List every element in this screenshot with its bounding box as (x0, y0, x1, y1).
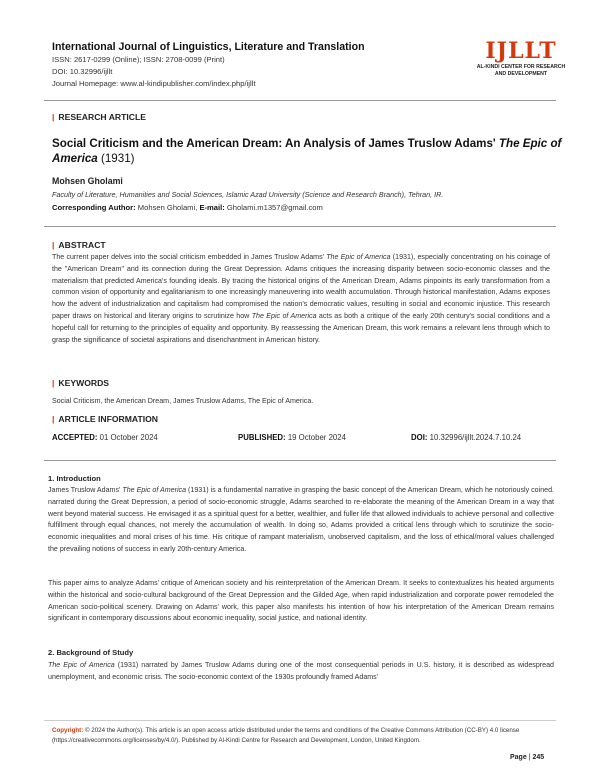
section-bar-icon: | (52, 414, 55, 424)
keywords-text: Social Criticism, the American Dream, James Truslow Adams, The Epic of America. (52, 397, 314, 405)
background-paragraph-1: The Epic of America (1931) narrated by James Truslow Adams during one of the most consequential periods in U.S. history, it is described as widespread unemployment, and economic crisis. The socio-economic context of the 1930s profoundly framed Adams' (48, 661, 554, 681)
abstract-text: The current paper delves into the social criticism embedded in James Truslow Adams' The Epic of America (1931), especially concentrating on his coinage of the "American Dream" and its connection during the Great Depression. Adams critiques the increasing disparity between socio-economic classes and the materialism that predicted America's founding ideals. By tracing the historical origins of the American Dream, Adams pinpoints its early transformation from a common vision of opportunity and egalitarianism to one increasingly maneuvering into wealth accumulation. Through historical manifestation, Adams exposes how the advent of industrialization and capitalism had compromised the nation's democratic values, resulting in social and economic injustice. This research paper draws on historical and literary origins to scrutinize how The Epic of America acts as both a critique of the early 20th century's social conditions and a hopeful call for returning to the principles of equality and opportunity. By reassessing the American Dream, this work remains a relevant lens through which to grasp the significance of societal aspirations and disenchantment in American history. (52, 253, 550, 344)
footer-divider (44, 720, 556, 721)
journal-homepage[interactable]: Journal Homepage: www.al-kindipublisher.com/index.php/ijllt (52, 79, 256, 88)
header-divider (44, 100, 556, 101)
journal-logo (476, 38, 566, 78)
author-email[interactable]: Gholami.m1357@gmail.com (226, 203, 323, 212)
logo-subtitle-1: AL-KINDI CENTER FOR RESEARCH (476, 64, 566, 70)
copyright-notice: Copyright: © 2024 the Author(s). This article is an open access article distributed under the terms and conditions of the Creative Commons Attribution (CC-BY) 4.0 license (https://creativecommons.org/licenses/by/4.0/). Published by Al-Kindi Centre for Research and Development, London, United Kingdom. (52, 727, 520, 744)
accepted-date: ACCEPTED: 01 October 2024 (52, 433, 158, 442)
section-bar-icon: | (52, 112, 55, 122)
journal-doi: DOI: 10.32996/ijllt (52, 67, 113, 76)
keywords-heading: | KEYWORDS (52, 378, 110, 388)
divider-2 (44, 460, 556, 461)
article-info-heading: | ARTICLE INFORMATION (52, 414, 159, 424)
introduction-paragraph-2: This paper aims to analyze Adams' critique of American society and his reinterpretation of the American Dream. It seeks to contextualizes his heated arguments within the historical and socio-cultural background of the Great Depression and the Gilded Age, when rapid industrialization and corporate power remodeled the American socio-political scenery. Drawing on Adams' work, this paper also manifests his intention of how his interpretation of the American Dream remains significant in contemporary discussions about economic inequality, social justice, and national identity. (48, 579, 554, 623)
logo-mark: IJLLT (485, 38, 557, 64)
abstract-heading: | ABSTRACT (52, 240, 106, 250)
article-type: | RESEARCH ARTICLE (52, 112, 146, 122)
introduction-paragraph-1: James Truslow Adams' The Epic of America (1931) is a fundamental narrative in grasping the basic concept of the American Dream, which he notoriously coined. narrated during the Great Depression, a period of socio-economic struggle, Adams searched to re-elaborate the meaning of the American Dream in a way that went beyond material success. He envisaged it as a spiritual quest for a better, wealthier, and fuller life that allowed individuals to achieve personal and collective fulfillment through equal chances, not merely the accumulation of wealth. In doing so, Adams provided a critical lens through which to scrutinize the socio-economic inequalities and moral crises of his time. His critique of rampant materialism, unobserved capitalism, and the loss of ethical/moral values challenged the prevailing notions of success in early 20th-century America. (48, 486, 555, 553)
author-name: Mohsen Gholami (52, 176, 123, 186)
journal-title: International Journal of Linguistics, Literature and Translation (52, 41, 365, 53)
corresponding-author: Corresponding Author: Mohsen Gholami, E-mail: Gholami.m1357@gmail.com (52, 203, 323, 212)
background-heading: 2. Background of Study (48, 648, 134, 657)
divider-1 (44, 226, 556, 227)
author-affiliation: Faculty of Literature, Humanities and Social Sciences, Islamic Azad University (Science and Research Branch), Tehran, IR. (52, 190, 444, 199)
journal-issn: ISSN: 2617-0299 (Online); ISSN: 2708-0099 (Print) (52, 55, 225, 64)
logo-subtitle-2: AND DEVELOPMENT (494, 71, 548, 77)
section-bar-icon: | (52, 378, 55, 388)
article-title: Social Criticism and the American Dream: An Analysis of James Truslow Adams' The Epic of America (1931) (52, 137, 562, 165)
page-number: Page | 245 (510, 754, 545, 761)
article-doi[interactable]: DOI: 10.32996/ijllt.2024.7.10.24 (411, 433, 522, 442)
published-date: PUBLISHED: 19 October 2024 (238, 433, 346, 442)
introduction-heading: 1. Introduction (48, 474, 101, 483)
section-bar-icon: | (52, 240, 55, 250)
